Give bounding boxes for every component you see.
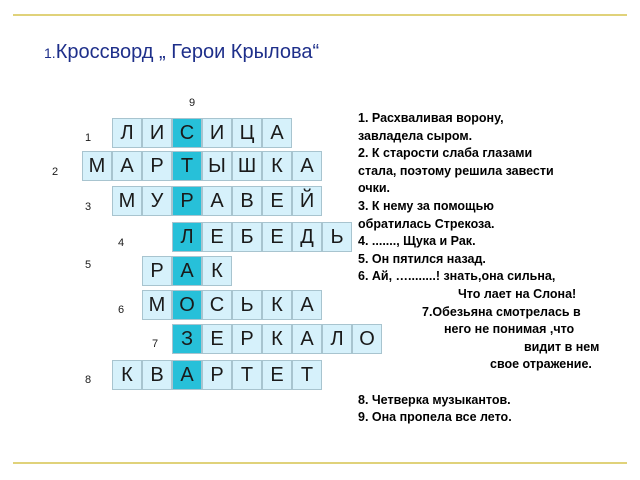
clue-line: 2. К старости слаба глазами	[358, 146, 533, 161]
crossword-cell: И	[142, 118, 172, 148]
clue-line: очки.	[358, 181, 390, 196]
clue-line: стала, поэтому решила завести	[358, 163, 554, 178]
crossword-cell: Ц	[232, 118, 262, 148]
clue-line: 4. ......., Щука и Рак.	[358, 234, 476, 249]
crossword-cell: Л	[112, 118, 142, 148]
crossword-cell: М	[82, 151, 112, 181]
key-cell: А	[172, 360, 202, 390]
clue-line: Что лает на Слона!	[458, 286, 577, 301]
crossword-cell: В	[232, 186, 262, 216]
key-cell: Л	[172, 222, 202, 252]
clue-line: завладела сыром.	[358, 128, 473, 143]
key-cell: А	[172, 256, 202, 286]
crossword-cell: Ь	[322, 222, 352, 252]
bottom-rule	[13, 462, 627, 464]
crossword-cell: Р	[202, 360, 232, 390]
row-number: 8	[85, 374, 92, 386]
title-text: Кроссворд „ Герои Крылова“	[55, 41, 320, 63]
title-number: 1.	[44, 45, 56, 61]
crossword-cell: К	[262, 290, 292, 320]
key-cell: С	[172, 118, 202, 148]
clue-line: свое отражение.	[490, 357, 592, 372]
clue-line: 6. Ай, …........! знать,она сильна,	[358, 269, 556, 284]
crossword-cell: Е	[202, 324, 232, 354]
clue-line: обратилась Стрекоза.	[358, 216, 495, 231]
row-number: 7	[152, 338, 159, 350]
clue-line: 9. Она пропела все лето.	[358, 410, 512, 425]
row-number: 3	[85, 201, 92, 213]
crossword-cell: Ш	[232, 151, 262, 181]
crossword-cell: О	[352, 324, 382, 354]
crossword-cell: К	[202, 256, 232, 286]
crossword-cell: А	[112, 151, 142, 181]
clue-line: видит в нем	[524, 339, 600, 354]
crossword-cell: Б	[232, 222, 262, 252]
key-cell: З	[172, 324, 202, 354]
crossword-cell: Ь	[232, 290, 262, 320]
crossword-cell: Е	[262, 222, 292, 252]
crossword-cell: Т	[232, 360, 262, 390]
crossword-cell: С	[202, 290, 232, 320]
crossword-cell: Р	[232, 324, 262, 354]
crossword-cell: Д	[292, 222, 322, 252]
clue-line: 5. Он пятился назад.	[358, 251, 486, 266]
crossword-cell: Р	[142, 256, 172, 286]
crossword-cell: А	[262, 118, 292, 148]
crossword-cell: У	[142, 186, 172, 216]
row-number: 1	[85, 132, 92, 144]
crossword-cell: А	[202, 186, 232, 216]
crossword-cell: А	[292, 290, 322, 320]
key-cell: О	[172, 290, 202, 320]
top-rule	[13, 14, 627, 16]
crossword-cell: Е	[202, 222, 232, 252]
key-cell: Р	[172, 186, 202, 216]
crossword-cell: М	[142, 290, 172, 320]
row-number: 6	[118, 304, 125, 316]
crossword-cell: К	[262, 324, 292, 354]
crossword-cell: К	[262, 151, 292, 181]
row-number: 5	[85, 259, 92, 271]
crossword-cell: Й	[292, 186, 322, 216]
crossword-cell: А	[292, 324, 322, 354]
column-label: 9	[189, 97, 196, 109]
crossword-cell: Ы	[202, 151, 232, 181]
clue-line	[358, 374, 640, 392]
clue-list	[358, 110, 640, 427]
crossword-cell: К	[112, 360, 142, 390]
crossword-cell: Р	[142, 151, 172, 181]
page-title	[44, 41, 319, 64]
clue-line: 3. К нему за помощью	[358, 198, 494, 213]
row-number: 2	[52, 166, 59, 178]
crossword-cell: Е	[262, 186, 292, 216]
clue-line: 8. Четверка музыкантов.	[358, 392, 511, 407]
crossword-cell: М	[112, 186, 142, 216]
crossword-cell: Е	[262, 360, 292, 390]
crossword-cell: А	[292, 151, 322, 181]
clue-line: него не понимая ,что	[444, 322, 575, 337]
crossword-cell: Л	[322, 324, 352, 354]
clue-line: 7.Обезьяна смотрелась в	[422, 304, 581, 319]
key-cell: Т	[172, 151, 202, 181]
crossword-cell: В	[142, 360, 172, 390]
row-number: 4	[118, 237, 125, 249]
clue-line: 1. Расхваливая ворону,	[358, 111, 504, 125]
crossword-cell: Т	[292, 360, 322, 390]
crossword-cell: И	[202, 118, 232, 148]
